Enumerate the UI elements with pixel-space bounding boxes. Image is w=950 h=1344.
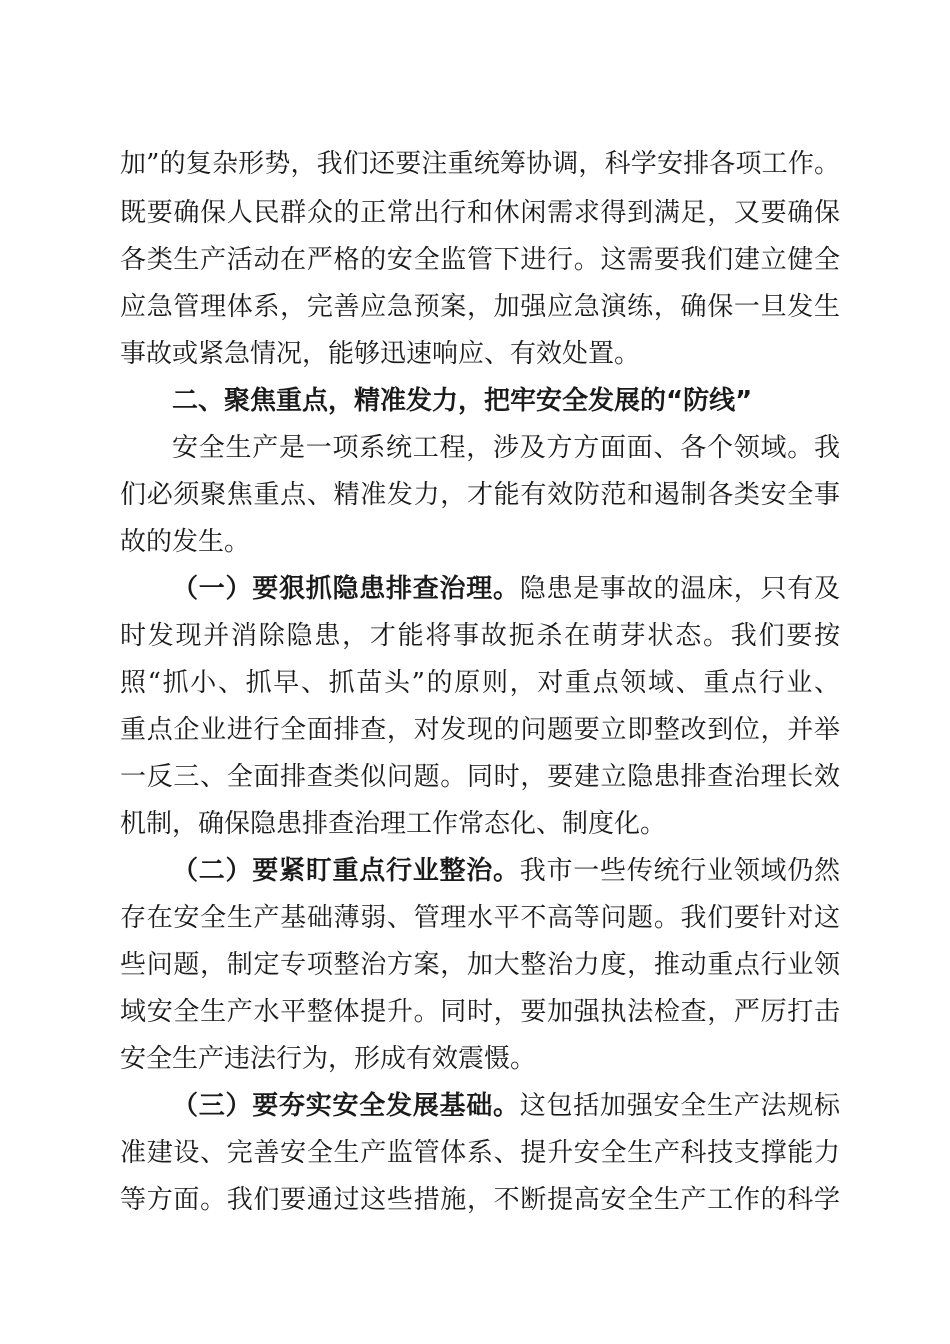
paragraph-line: 加”的复杂形势，我们还要注重统筹协调，科学安排各项工作。 (120, 149, 840, 179)
paragraph-line: 各类生产活动在严格的安全监管下进行。这需要我们建立健全 (120, 245, 840, 275)
item-first-rest: 这包括加强安全生产法规标 (519, 1091, 840, 1121)
paragraph-line: 应急管理体系，完善应急预案，加强应急演练，确保一旦发生 (120, 292, 840, 322)
paragraph-line: 准建设、完善安全生产监管体系、提升安全生产科技支撑能力 (120, 1138, 840, 1168)
paragraph-line: 等方面。我们要通过这些措施，不断提高安全生产工作的科学 (120, 1185, 840, 1215)
paragraph-line: 域安全生产水平整体提升。同时，要加强执法检查，严厉打击 (120, 997, 840, 1027)
item-first-line (172, 1079, 840, 1133)
item-first-line (172, 562, 840, 616)
paragraph-line: 安全生产是一项系统工程，涉及方方面面、各个领域。我 (172, 433, 840, 463)
paragraph-line: 事故或紧急情况，能够迅速响应、有效处置。 (120, 339, 641, 369)
item-lead: （三）要夯实安全发展基础。 (172, 1091, 520, 1121)
section-heading: 二、聚焦重点，精准发力，把牢安全发展的“防线” (172, 386, 753, 416)
paragraph-line: 安全生产违法行为，形成有效震慑。 (120, 1044, 537, 1074)
paragraph-line: 时发现并消除隐患，才能将事故扼杀在萌芽状态。我们要按 (120, 621, 840, 651)
paragraph-line: 重点企业进行全面排查，对发现的问题要立即整改到位，并举 (120, 715, 840, 745)
paragraph-line: 既要确保人民群众的正常出行和休闲需求得到满足，又要确保 (120, 198, 840, 228)
paragraph-line: 机制，确保隐患排查治理工作常态化、制度化。 (120, 809, 667, 839)
item-first-rest: 隐患是事故的温床，只有及 (519, 574, 840, 604)
paragraph-line: 们必须聚焦重点、精准发力，才能有效防范和遏制各类安全事 (120, 480, 840, 510)
item-first-line (172, 844, 840, 898)
paragraph-line: 存在安全生产基础薄弱、管理水平不高等问题。我们要针对这 (120, 903, 840, 933)
paragraph-line: 一反三、全面排查类似问题。同时，要建立隐患排查治理长效 (120, 762, 840, 792)
paragraph-line: 些问题，制定专项整治方案，加大整治力度，推动重点行业领 (120, 950, 840, 980)
paragraph-line: 照“抓小、抓早、抓苗头”的原则，对重点领域、重点行业、 (120, 668, 840, 698)
item-lead: （一）要狠抓隐患排查治理。 (172, 574, 520, 604)
paragraph-line: 故的发生。 (120, 527, 251, 557)
item-lead: （二）要紧盯重点行业整治。 (172, 856, 520, 886)
item-first-rest: 我市一些传统行业领域仍然 (519, 856, 840, 886)
